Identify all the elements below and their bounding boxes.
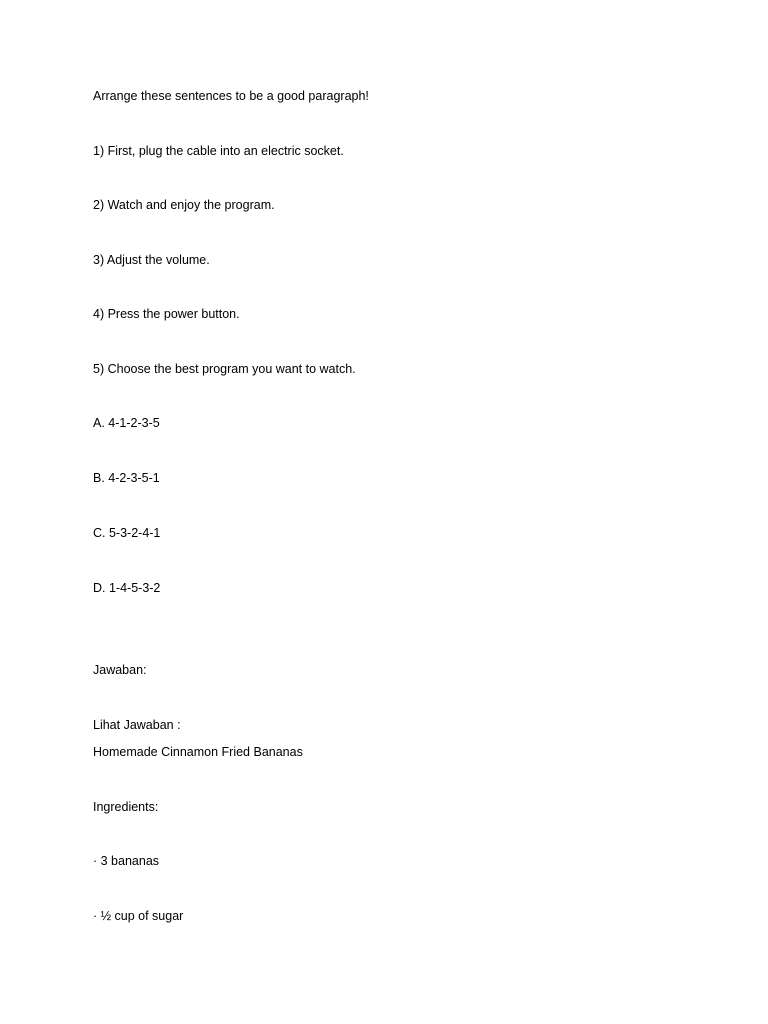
sentence-item: 4) Press the power button. [93,307,240,321]
instruction-text: Arrange these sentences to be a good paragraph! [93,89,369,103]
option-b: B. 4-2-3-5-1 [93,471,160,485]
ingredients-label: Ingredients: [93,800,159,814]
ingredient-item: · 3 bananas [93,854,160,868]
option-a: A. 4-1-2-3-5 [93,416,160,430]
sentence-item: 1) First, plug the cable into an electric socket. [93,144,344,158]
sentence-item: 3) Adjust the volume. [93,253,210,267]
ingredient-item: · ½ cup of sugar [93,909,184,923]
option-d: D. 1-4-5-3-2 [93,581,161,595]
option-c: C. 5-3-2-4-1 [93,526,161,540]
recipe-title: Homemade Cinnamon Fried Bananas [93,745,303,759]
sentence-item: 5) Choose the best program you want to watch. [93,362,356,376]
sentence-item: 2) Watch and enjoy the program. [93,198,275,212]
show-answer-label: Lihat Jawaban : [93,718,181,732]
answer-label: Jawaban: [93,663,147,677]
